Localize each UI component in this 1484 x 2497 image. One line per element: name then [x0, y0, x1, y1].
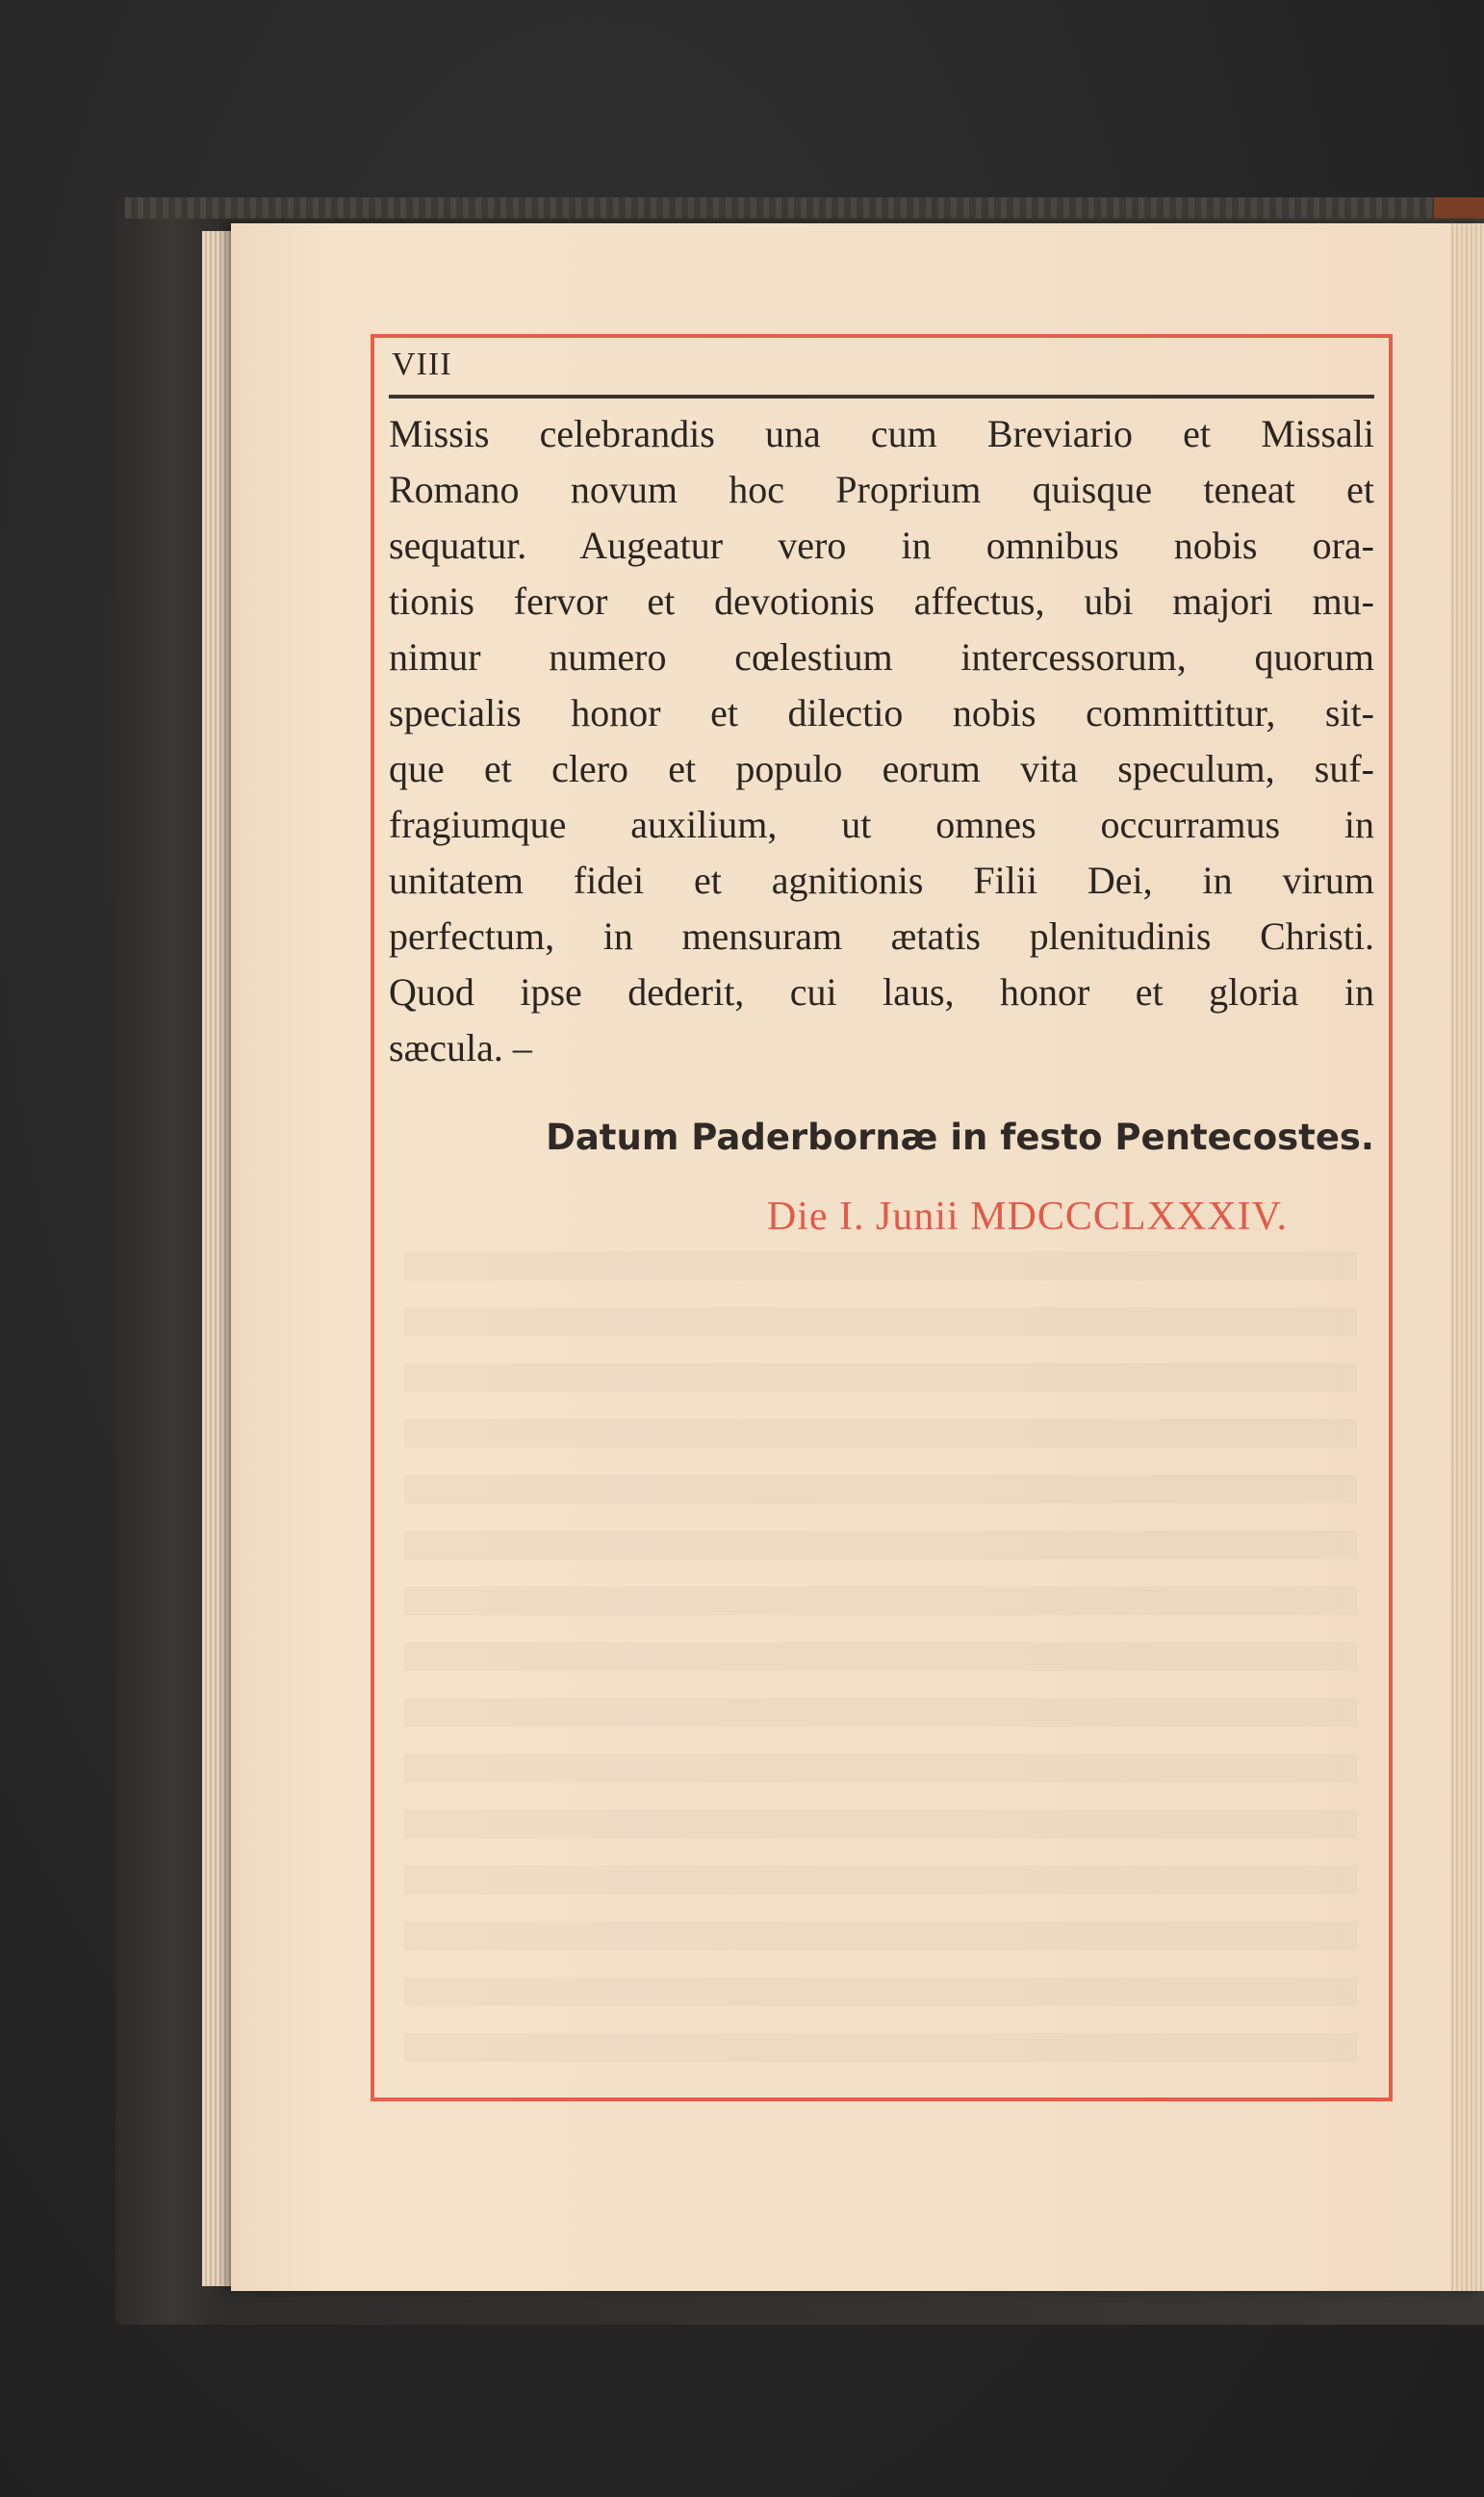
- cover-top-edge: [125, 197, 1484, 219]
- text-line: tionis fervor et devotionis affectus, ubi majori mu-: [389, 579, 1374, 623]
- text-line: que et clero et populo eorum vita speculum, suf-: [389, 747, 1374, 790]
- page-stack-right: [1451, 223, 1484, 2291]
- text-line: sæcula. –: [389, 1026, 532, 1069]
- text-line: unitatem fidei et agnitionis Filii Dei, in virum: [389, 859, 1374, 902]
- text-line: Missis celebrandis una cum Breviario et Missali: [389, 412, 1374, 455]
- text-line: perfectum, in mensuram ætatis plenitudinis Christi.: [389, 914, 1374, 958]
- text-line: sequatur. Augeatur vero in omnibus nobis ora-: [389, 524, 1374, 567]
- text-line: specialis honor et dilectio nobis committitur, sit-: [389, 691, 1374, 734]
- datum-line: Datum Paderbornæ in festo Pentecostes.: [546, 1117, 1374, 1158]
- date-line: Die I. Junii MDCCCLXXXIV.: [766, 1195, 1288, 1239]
- text-line: Quod ipse dederit, cui laus, honor et gloria in: [389, 970, 1374, 1014]
- header-rule: [389, 395, 1374, 399]
- page-number: VIII: [392, 347, 452, 382]
- body-paragraph: [389, 406, 1374, 1076]
- text-line: fragiumque auxilium, ut omnes occurramus in: [389, 803, 1374, 846]
- cover-corner-wear: [1434, 197, 1484, 219]
- text-line: nimur numero cœlestium intercessorum, quorum: [389, 635, 1374, 679]
- text-line: Romano novum hoc Proprium quisque teneat et: [389, 468, 1374, 511]
